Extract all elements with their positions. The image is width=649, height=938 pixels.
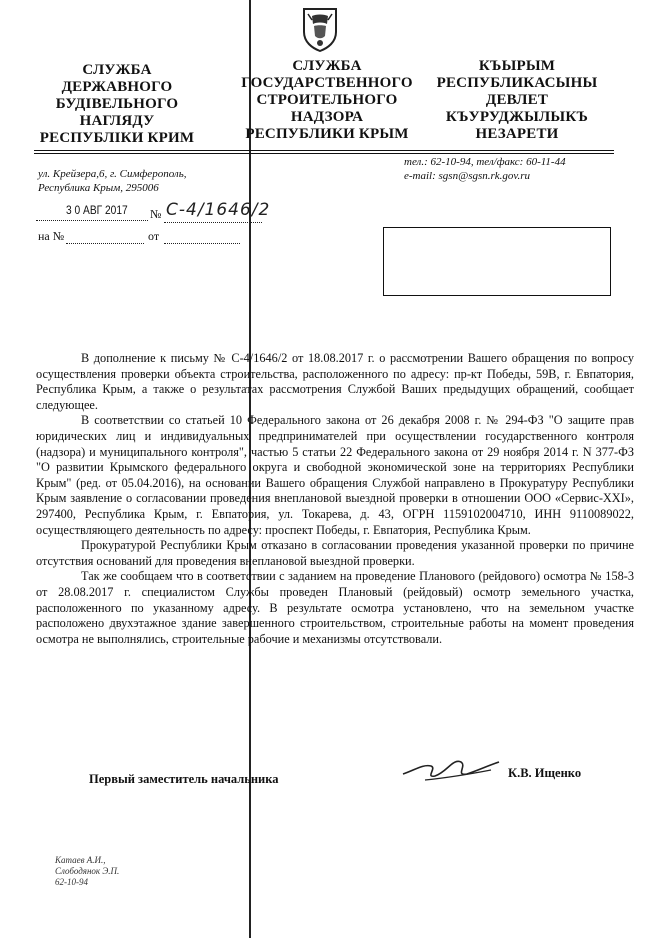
- outgoing-number: С-4/1646/2: [166, 200, 271, 220]
- phone-line: тел.: 62-10-94, тел/факс: 60-11-44: [404, 156, 566, 168]
- header-divider-line: [34, 153, 614, 154]
- header-left-line: НАГЛЯДУ: [79, 113, 155, 129]
- signatory-name: К.В. Ищенко: [508, 766, 582, 780]
- email-line: e-mail: sgsn@sgsn.rk.gov.ru: [404, 170, 531, 182]
- executor-line: Катаев А.И.,: [55, 855, 106, 865]
- address-line: ул. Крейзера,6, г. Симферополь,: [38, 168, 187, 180]
- header-right-line: НЕЗАРЕТИ: [475, 126, 559, 142]
- header-right-line: ДЕВЛЕТ: [485, 92, 549, 108]
- address-line: Республика Крым, 295006: [38, 182, 159, 194]
- letter-body: [36, 351, 634, 647]
- reply-from-label: от: [148, 229, 160, 243]
- header-right-line: КЪЫРЫМ: [478, 58, 556, 74]
- body-paragraph: Так же сообщаем что в соответствии с заданием на проведение Планового (рейдового) осмотра № 158-3 от 28.08.2017 г. специалистом Службы проведен Плановый (рейдовый) осмотр земельного участка, расположенного по указанному адресу. В результате осмотра установлено, что на земельном участке расположено двухэтажное здание завершенного строительством, строительные работы на момент проведения осмотра не выполнялись, строительные рабочие и механизмы отсутствовали.: [36, 569, 634, 646]
- executor-line: Слободянок Э.П.: [55, 866, 120, 876]
- body-paragraph: В соответствии со статьей 10 Федерального закона от 26 декабря 2008 г. № 294-ФЗ "О защите прав юридических лиц и индивидуальных предпринимателей при осуществлении государственного контроля (надзора) и муниципального контроля", частью 5 статьи 22 Федерального закона от 29 ноября 2014 г. N 377-ФЗ "О развитии Крымского федерального округа и свободной экономической зоне на территориях Республики Крым" (ред. от 05.04.2016), на основании Вашего обращения Службой направлено в Прокуратуру Республики Крым заявление о согласовании проведения внеплановой выездной проверки в отношении ООО «Сервис-XXI», 297400, Республика Крым, г. Евпатория, ул. Токарева, д. 43, ОГРН 1159102004710, ИНН 9110089022, осуществляющего деятельность по адресу: проспект Победы, г. Евпатория, Республика Крым.: [36, 413, 634, 537]
- coat-of-arms-emblem: [300, 6, 340, 52]
- date-stamp: 3 0 АВГ 2017: [66, 203, 128, 217]
- outgoing-number-label: №: [150, 207, 162, 221]
- recipient-redacted-box: [383, 227, 611, 296]
- header-left-line: СЛУЖБА: [82, 62, 152, 78]
- header-left-line: ДЕРЖАВНОГО: [61, 79, 173, 95]
- header-divider-line: [34, 150, 614, 151]
- header-russian-block: [222, 58, 432, 143]
- handwritten-signature: [395, 740, 505, 790]
- header-center-line: ГОСУДАРСТВЕННОГО: [241, 75, 413, 91]
- header-center-line: СТРОИТЕЛЬНОГО: [256, 92, 398, 108]
- body-paragraph: В дополнение к письму № С-4/1646/2 от 18.08.2017 г. о рассмотрении Вашего обращения по вопросу осуществления проверки объекта строительства, расположенного по адресу: пр-кт Победы, 59В, г. Евпатория, Республика Крым, а также о результатах рассмотрения Службой Ваших предыдущих обращений, сообщает следующее.: [36, 351, 634, 412]
- header-center-line: СЛУЖБА: [292, 58, 362, 74]
- header-right-line: РЕСПУБЛИКАСЫНЫ: [436, 75, 598, 91]
- reply-number-underline: [66, 243, 144, 244]
- executor-info: [55, 855, 119, 888]
- body-paragraph: Прокуратурой Республики Крым отказано в согласовании проведения указанной проверки по причине отсутствия оснований для проведения внеплановой выездной проверки.: [36, 538, 634, 568]
- header-center-line: НАДЗОРА: [290, 109, 364, 125]
- header-right-line: КЪУРУДЖЫЛЫКЪ: [445, 109, 589, 125]
- signatory-title: Первый заместитель начальника: [89, 772, 279, 786]
- number-underline: [164, 222, 262, 223]
- header-ukrainian-block: [32, 62, 202, 147]
- header-center-line: РЕСПУБЛИКИ КРЫМ: [245, 126, 409, 142]
- date-underline: [36, 220, 148, 221]
- header-left-line: БУДІВЕЛЬНОГО: [55, 96, 179, 112]
- reply-number-label: на №: [38, 229, 65, 243]
- header-crimean-tatar-block: [428, 58, 606, 143]
- reply-from-underline: [164, 243, 240, 244]
- header-left-line: РЕСПУБЛІКИ КРИМ: [39, 130, 195, 146]
- executor-phone: 62-10-94: [55, 877, 88, 887]
